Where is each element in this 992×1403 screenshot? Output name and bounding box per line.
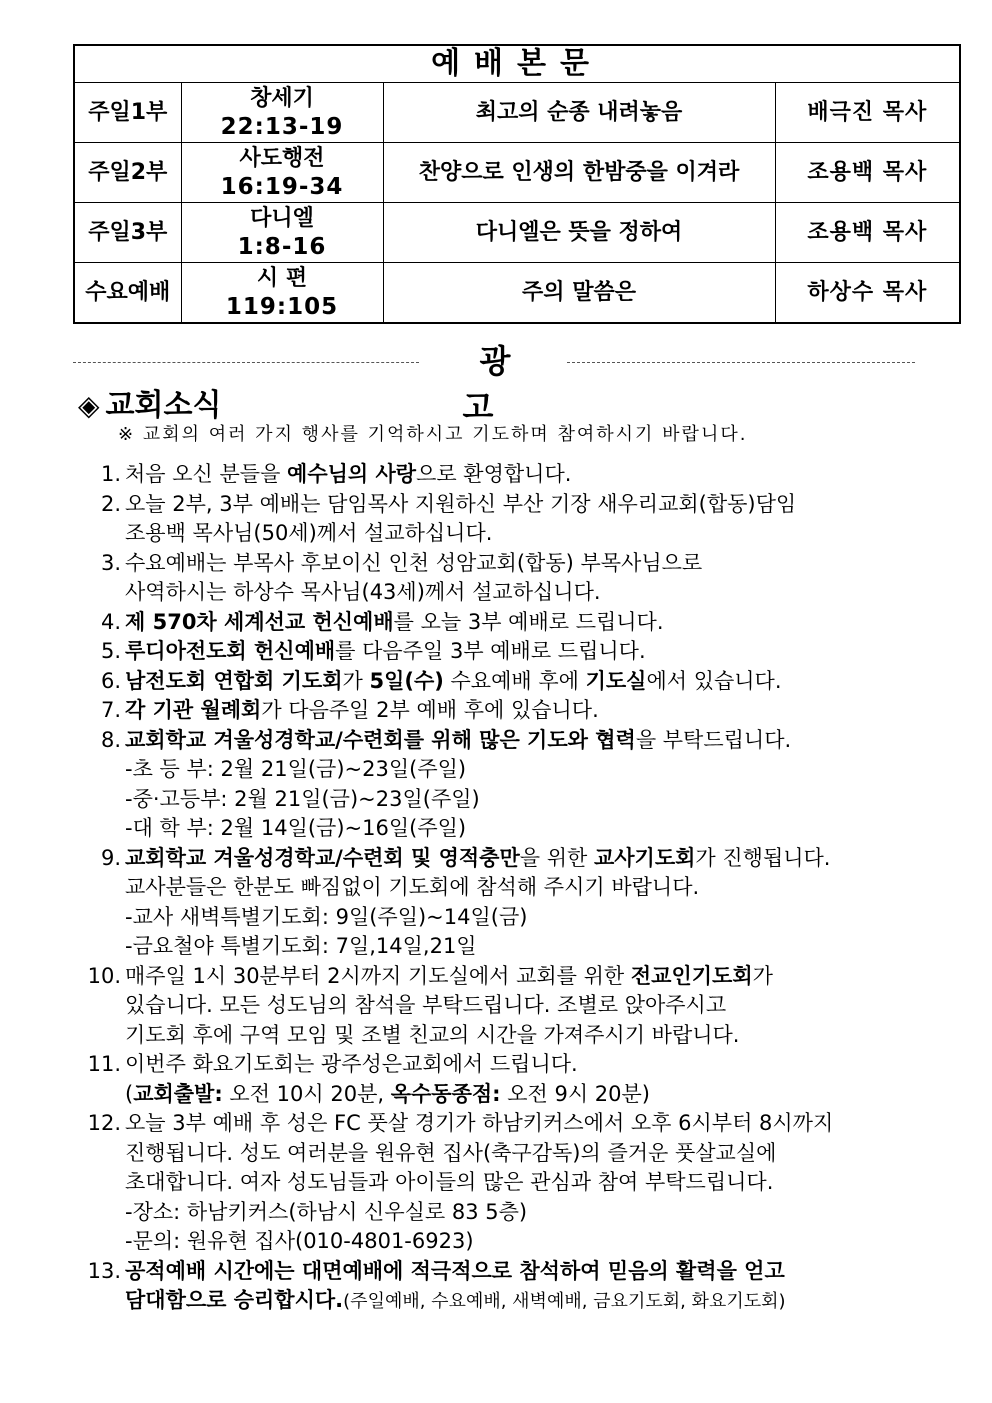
item-number: 8.: [100, 727, 121, 752]
item-emphasis: 각 기관 월례회: [125, 698, 262, 722]
item-text: 으로 환영합니다.: [416, 462, 572, 486]
scripture-cell: [181, 83, 383, 143]
scripture-ref: 1:8-16: [237, 233, 327, 260]
list-item: [73, 844, 953, 962]
item-number: 7.: [100, 698, 121, 722]
item-emphasis: 옥수동종점:: [390, 1081, 501, 1106]
item-emphasis: 루디아전도회 헌신예배: [125, 639, 336, 663]
item-number: 10.: [87, 963, 121, 988]
schedule-row: [74, 143, 960, 203]
item-emphasis: 예수님의 사랑: [287, 462, 417, 486]
item-subline: -초 등 부: 2월 21일(금)~23일(주일): [125, 757, 467, 781]
announcement-list: [73, 460, 953, 1317]
item-subline: 초대합니다. 여자 성도님들과 아이들의 많은 관심과 참여 부탁드립니다.: [125, 1170, 774, 1194]
item-text: 수요예배는 부목사 후보이신 인천 성암교회(합동) 부목사님으로: [125, 550, 703, 575]
announcements-heading: 광고: [462, 342, 545, 426]
list-item: [73, 549, 953, 608]
service-name: 주일3부: [74, 203, 181, 263]
list-item: [73, 726, 953, 844]
item-emphasis: 교회학교 겨울성경학교/수련회를 위해 많은 기도와 협력: [125, 727, 636, 752]
divider-line-right: [567, 362, 915, 363]
item-subline: -대 학 부: 2월 14일(금)~16일(주일): [125, 816, 467, 840]
list-item: [73, 1050, 953, 1109]
item-number: 12.: [87, 1111, 121, 1135]
item-emphasis: 남전도회 연합회 기도회: [125, 668, 343, 693]
scripture-book: 다니엘: [250, 205, 314, 231]
item-emphasis: 5일(수): [369, 668, 444, 693]
item-text: 에서 있습니다.: [646, 668, 782, 693]
item-subline: -금요철야 특별기도회: 7일,14일,21일: [125, 934, 477, 958]
preacher: 배극진 목사: [775, 83, 960, 143]
item-text: 오전 9시 20분): [500, 1081, 650, 1106]
list-item: [73, 1109, 953, 1257]
preacher: 조용백 목사: [775, 203, 960, 263]
section-title: 교회소식: [105, 388, 222, 423]
item-number: 1.: [100, 462, 121, 486]
item-text: (주일예배, 수요예배, 새벽예배, 금요기도회, 화요기도회): [343, 1291, 786, 1312]
list-item: [73, 608, 953, 638]
item-number: 3.: [100, 550, 121, 575]
item-text: 처음 오신 분들을: [125, 462, 288, 486]
scripture-cell: [181, 143, 383, 203]
item-subline: 기도회 후에 구역 모임 및 조별 친교의 시간을 가져주시기 바랍니다.: [125, 1022, 740, 1047]
scripture-ref: 22:13-19: [220, 113, 344, 140]
item-number: 2.: [100, 491, 121, 516]
item-text: 조용백 목사님(50세)께서 설교하십니다.: [125, 521, 493, 545]
intro-note: ※ 교회의 여러 가지 행사를 기억하시고 기도하며 참여하시기 바랍니다.: [118, 424, 748, 445]
scripture-book: 창세기: [250, 85, 314, 111]
list-item: [73, 637, 953, 667]
schedule-row: [74, 263, 960, 324]
scripture-book: 사도행전: [239, 145, 325, 171]
item-text: (: [125, 1081, 134, 1106]
item-emphasis: 교회출발:: [133, 1081, 223, 1106]
preacher: 조용백 목사: [775, 143, 960, 203]
section-heading: [78, 380, 221, 424]
scripture-ref: 16:19-34: [220, 173, 344, 200]
list-item: [73, 460, 953, 490]
list-item: [73, 962, 953, 1051]
sermon-title: 최고의 순종 내려놓음: [383, 83, 775, 143]
service-name: 주일1부: [74, 83, 181, 143]
diamond-bullet-icon: ◈: [78, 389, 100, 422]
item-emphasis: 교회학교 겨울성경학교/수련회 및 영적충만: [125, 845, 520, 870]
item-subline: 있습니다. 모든 성도님의 참석을 부탁드립니다. 조별로 앉아주시고: [125, 993, 727, 1017]
list-item: [73, 667, 953, 697]
scripture-cell: [181, 203, 383, 263]
item-emphasis: 전교인기도회: [630, 963, 753, 988]
item-subline: 교사분들은 한분도 빠짐없이 기도회에 참석해 주시기 바랍니다.: [125, 875, 700, 899]
list-item: [73, 490, 953, 549]
item-subline: [125, 1080, 953, 1110]
item-emphasis: 기도실: [585, 668, 647, 693]
item-number: 6.: [100, 668, 121, 693]
sermon-title: 주의 말씀은: [383, 263, 775, 324]
item-text: 사역하시는 하상수 목사님(43세)께서 설교하십니다.: [125, 580, 601, 604]
item-subline: -교사 새벽특별기도회: 9일(주일)~14일(금): [125, 904, 528, 929]
item-emphasis: 교사기도회: [593, 845, 696, 870]
preacher: 하상수 목사: [775, 263, 960, 324]
item-text: 수요예배 후에: [443, 668, 586, 693]
item-text: 오전 10시 20분,: [222, 1081, 391, 1106]
item-number: 13.: [87, 1258, 121, 1283]
item-subline: -중·고등부: 2월 21일(금)~23일(주일): [125, 786, 480, 811]
item-text: 오늘 3부 예배 후 성은 FC 풋살 경기가 하남키커스에서 오후 6시부터 8시까지: [125, 1111, 834, 1135]
item-text: 이번주 화요기도회는 광주성은교회에서 드립니다.: [125, 1052, 578, 1076]
item-emphasis: 담대함으로 승리합시다.: [125, 1288, 344, 1312]
item-number: 9.: [100, 845, 121, 870]
item-number: 11.: [87, 1052, 121, 1076]
sermon-title: 찬양으로 인생의 한밤중을 이겨라: [383, 143, 775, 203]
item-text: 를 오늘 3부 예배로 드립니다.: [393, 609, 664, 634]
divider-line-left: [73, 362, 419, 363]
item-text: 을 위한: [519, 845, 594, 870]
item-text: 가 진행됩니다.: [695, 845, 831, 870]
schedule-title: 예배본문: [74, 45, 960, 83]
item-text: 가: [752, 963, 773, 988]
schedule-row: [74, 203, 960, 263]
item-text: 오늘 2부, 3부 예배는 담임목사 지원하신 부산 기장 새우리교회(합동)담임: [125, 491, 797, 516]
item-text: 매주일 1시 30분부터 2시까지 기도실에서 교회를 위한: [125, 963, 631, 988]
item-subline: 진행됩니다. 성도 여러분을 원유현 집사(축구감독)의 즐거운 풋살교실에: [125, 1140, 777, 1165]
item-text: 가 다음주일 2부 예배 후에 있습니다.: [261, 698, 599, 722]
schedule-row: [74, 83, 960, 143]
item-subline: [125, 1286, 953, 1317]
service-name: 주일2부: [74, 143, 181, 203]
list-item: [73, 696, 953, 726]
item-emphasis: 제 570차 세계선교 헌신예배: [125, 609, 394, 634]
list-item: [73, 1257, 953, 1317]
scripture-book: 시 편: [256, 265, 308, 291]
item-text: 가: [342, 668, 370, 693]
sermon-title: 다니엘은 뜻을 정하여: [383, 203, 775, 263]
item-text: 를 다음주일 3부 예배로 드립니다.: [335, 639, 646, 663]
item-number: 4.: [100, 609, 121, 634]
scripture-ref: 119:105: [225, 293, 339, 320]
scripture-cell: [181, 263, 383, 324]
item-subline: -문의: 원유현 집사(010-4801-6923): [125, 1229, 474, 1253]
item-subline: -장소: 하남키커스(하남시 신우실로 83 5층): [125, 1199, 528, 1224]
service-name: 수요예배: [74, 263, 181, 324]
worship-schedule-table: [73, 44, 961, 324]
item-emphasis: 공적예배 시간에는 대면예배에 적극적으로 참석하여 믿음의 활력을 얻고: [125, 1258, 785, 1283]
item-number: 5.: [100, 639, 121, 663]
item-text: 을 부탁드립니다.: [635, 727, 792, 752]
